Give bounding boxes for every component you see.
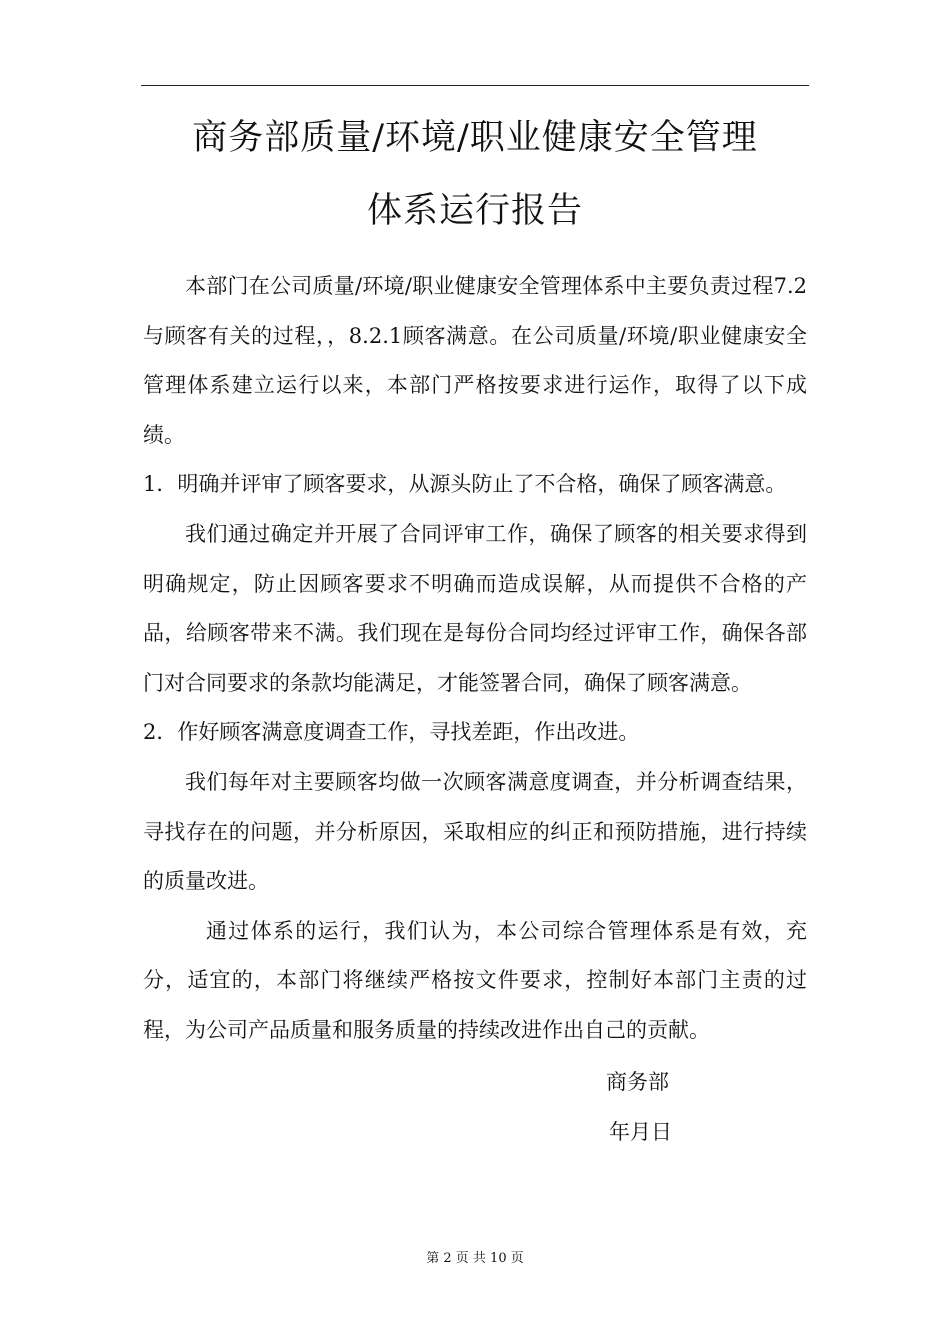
page-footer: 第 2 页 共 10 页 [426, 1251, 524, 1266]
signature-date: 年月日 [609, 1120, 672, 1144]
section-body-2: 我们每年对主要顾客均做一次顾客满意度调查，并分析调查结果，寻找存在的问题，并分析原因，采取相应的纠正和预防措施，进行持续的质量改进。 [143, 769, 807, 894]
section-body-1: 我们通过确定并开展了合同评审工作，确保了顾客的相关要求得到明确规定，防止因顾客要求不明确而造成误解，从而提供不合格的产品，给顾客带来不满。我们现在是每份合同均经过评审工作，确保各部门对合同要求的条款均能满足，才能签署合同，确保了顾客满意。 [143, 521, 807, 695]
signature-department: 商务部 [606, 1070, 669, 1094]
document-title-line-1: 商务部质量/环境/职业健康安全管理 [192, 118, 758, 158]
intro-paragraph: 本部门在公司质量/环境/职业健康安全管理体系中主要负责过程7.2与顾客有关的过程，，8.2.1顾客满意。在公司质量/环境/职业健康安全管理体系建立运行以来，本部门严格按要求进行运作，取得了以下成绩。 [143, 274, 807, 447]
section-heading-2: 2．作好顾客满意度调查工作，寻找差距，作出改进。 [143, 720, 640, 745]
section-heading-1: 1．明确并评审了顾客要求，从源头防止了不合格，确保了顾客满意。 [143, 472, 787, 497]
document-body [143, 262, 807, 1056]
header-rule [141, 85, 809, 86]
conclusion-paragraph: 通过体系的运行，我们认为，本公司综合管理体系是有效，充分，适宜的，本部门将继续严格按文件要求，控制好本部门主责的过程，为公司产品质量和服务质量的持续改进作出自己的贡献。 [143, 918, 807, 1042]
document-title-line-2: 体系运行报告 [366, 191, 583, 231]
